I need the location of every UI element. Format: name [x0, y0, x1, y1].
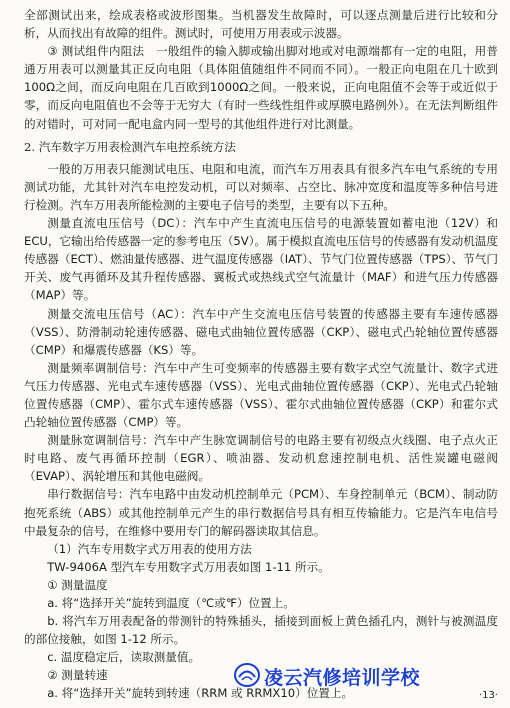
- paragraph-pwm-signal: 测量脉宽调制信号：汽车中产生脉宽调制信号的电路主要有初级点火线圈、电子点火正时电路、废气再循环控制（EGR）、喷油器、发动机怠速控制电机、活性炭罐电磁阀（EVAP）、涡轮增压和其他电磁阀。: [24, 433, 498, 484]
- paragraph-dc-signal: 测量直流电压信号（DC）：汽车中产生直流电压信号的电源装置如蓄电池（12V）和ECU，它输出给传感器一定的参考电压（5V）。属于模拟直流电压信号的传感器有发动机温度传感器（ECT）、燃油量传感器、进气温度传感器（IAT）、节气门位置传感器（TPS）、节气门开关、废气再循环及其升程传感器、翼板式或热线式空气流量计（MAF）和进气压力传感器（MAP）等。: [24, 216, 498, 303]
- paragraph-serial-data: 串行数据信号：汽车电路中由发动机控制单元（PCM）、车身控制单元（BCM）、制动防抱死系统（ABS）或其他控制单元产生的串行数据信号具有相互传输能力。它是汽车电信号中最复杂的信号，在维修中要用专门的解码器读取其信息。: [24, 487, 498, 538]
- school-logo-icon: [233, 662, 261, 688]
- paragraph-ac-signal: 测量交流电压信号（AC）：汽车中产生交流电压信号装置的传感器主要有车速传感器（VSS）、防滑制动轮速传感器、磁电式曲轴位置传感器（CKP）、磁电式凸轮轴位置传感器（CMP）和爆震传感器（KS）等。: [24, 306, 498, 357]
- step-measure-temperature: ① 测量温度: [47, 577, 108, 592]
- paragraph-continuation: 全部测试出来，绘成表格或波形图集。当机器发生故障时，可以逐点测量后进行比较和分析，从而找出有故障的组件。测试时，可使用万用表或示波器。: [24, 8, 498, 41]
- paragraph-intro: 一般的万用表只能测试电压、电阻和电流，而汽车万用表具有很多汽车电气系统的专用测试功能，尤其针对汽车电控发动机，可以对频率、占空比、脉冲宽度和温度等多种信号进行检测。汽车万用表所能检测的主要电子信号的类型，主要有以下五种。: [24, 161, 498, 212]
- watermark-stamp: 凌云汽修培训学校: [264, 667, 421, 689]
- paragraph-figure-ref: TW-9406A 型汽车专用数字式万用表如图 1-11 所示。: [47, 559, 330, 574]
- document-body: [24, 6, 498, 703]
- step-measure-rpm: ② 测量转速: [47, 668, 108, 683]
- paragraph-internal-resistance: ③ 测试组件内阻法 一般组件的输入脚或输出脚对地或对电源端都有一定的电阻，用普通万用表可以测量其正反向电阻（具体阻值随组件不同而不同）。一般正向电阻在几十欧到100Ω之间，而反向电阻在几百欧到1000Ω之间。一般来说，正向电阻值不会等于或近似于零，而反向电阻值也不会等于无穷大（有时一些线性组件或厚膜电路例外）。在无法判断组件的对错时，可对同一配电盒内同一型号的其他组件进行对比测量。: [24, 44, 498, 131]
- step-b-temperature: b. 将汽车万用表配备的带测针的特殊插头，插接到面板上黄色插孔内，测针与被测温度的部位接触，如图 1-12 所示。: [24, 614, 498, 647]
- step-a-rpm: a. 将“选择开关”旋转到转速（RRM 或 RRMX10）位置上。: [47, 686, 354, 701]
- paragraph-frequency-signal: 测量频率调制信号：汽车中产生可变频率的传感器主要有数字式空气流量计、数字式进气压力传感器、光电式车速传感器（VSS）、光电式曲轴位置传感器（CKP）、光电式凸轮轴位置传感器（CMP）、霍尔式车速传感器（VSS）、霍尔式曲轴位置传感器（CKP）和霍尔式凸轮轴位置传感器（CMP）等。: [24, 360, 498, 430]
- subheading-usage: （1）汽车专用数字式万用表的使用方法: [47, 541, 252, 556]
- section-heading: 2. 汽车数字万用表检测汽车电控系统方法: [24, 139, 236, 154]
- step-c-temperature: c. 温度稳定后，读取测量值。: [47, 650, 201, 665]
- page-number: ·13·: [478, 690, 498, 701]
- step-a-temperature: a. 将“选择开关”旋转到温度（℃或℉）位置上。: [47, 596, 295, 610]
